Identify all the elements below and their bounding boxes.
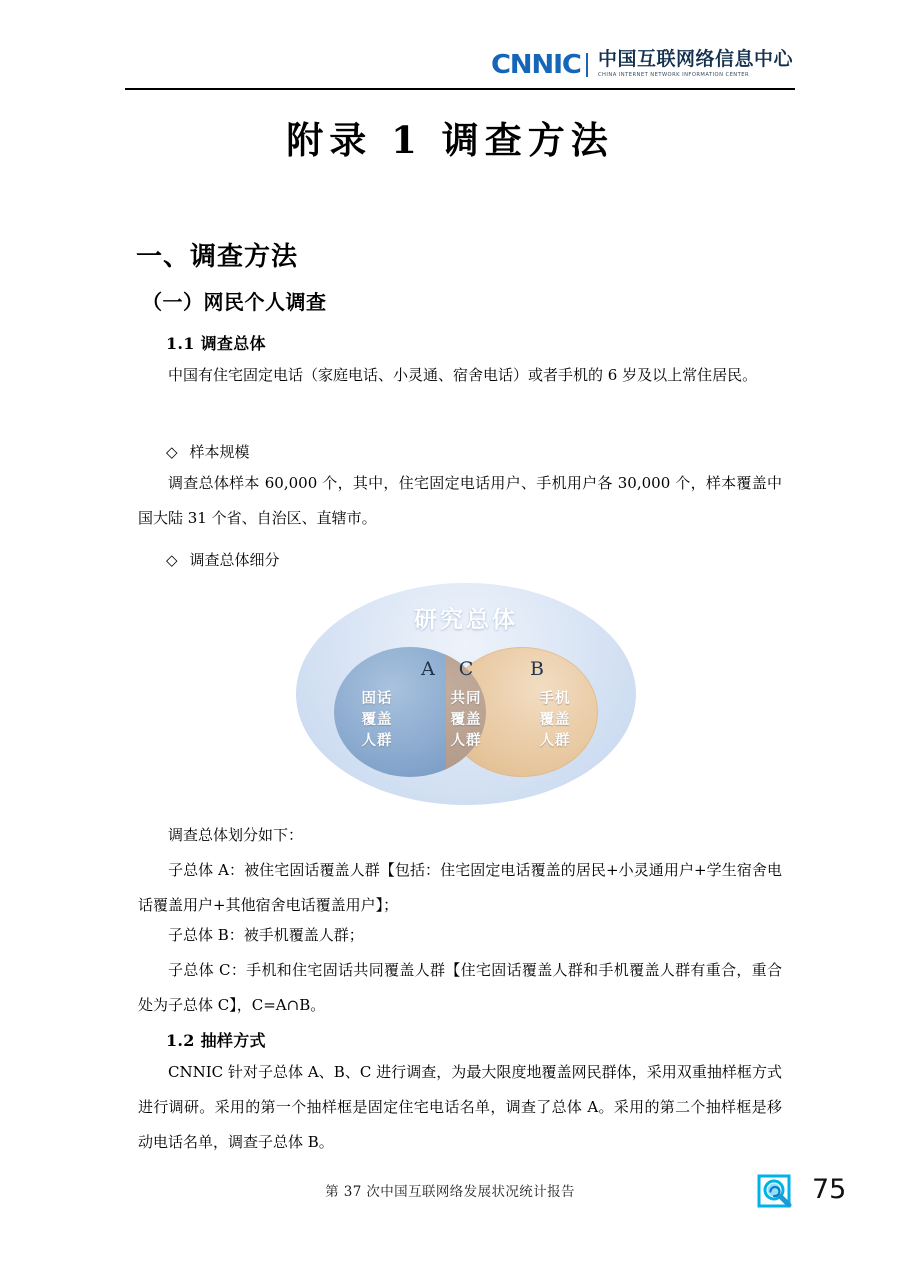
venn-label-c: 共同 覆盖 人群 [450, 690, 482, 749]
paragraph-sample: 调查总体样本 60,000 个，其中，住宅固定电话用户、手机用户各 30,000 个，样本覆盖中国大陆 31 个省、自治区、直辖市。 [138, 474, 782, 527]
venn-letter-c: C [458, 658, 474, 680]
logo-english-name: CHINA INTERNET NETWORK INFORMATION CENTER [597, 71, 750, 78]
page-title: 附录 1 调查方法 [286, 118, 614, 162]
cnnic-wordmark: CNNIC [490, 50, 581, 81]
magnifier-icon [757, 1174, 795, 1212]
bullet-sample-size [166, 438, 250, 466]
venn-diagram [296, 583, 636, 805]
heading-subsection-1: （一）网民个人调查 [142, 290, 327, 314]
bullet-population-split-label: 调查总体细分 [189, 551, 280, 569]
diamond-icon: ◇ [166, 443, 178, 461]
page-header [0, 0, 900, 96]
page-footer [0, 1174, 900, 1224]
paragraph-sub-a: 子总体 A：被住宅固话覆盖人群【包括：住宅固定电话覆盖的居民+小灵通用户+学生宿舍电话覆盖用户+其他宿舍电话覆盖用户】； [138, 861, 782, 914]
paragraph-method: CNNIC 针对子总体 A、B、C 进行调查，为最大限度地覆盖网民群体，采用双重抽样框方式进行调研。采用的第一个抽样框是固定住宅电话名单，调查了总体 A。采用的第二个抽样框是移动电话名单，调查子总体 B。 [138, 1063, 782, 1151]
heading-1-2: 1.2 抽样方式 [166, 1031, 266, 1050]
logo-text-block [598, 50, 793, 78]
bullet-population-split [166, 546, 280, 574]
page-number: 75 [812, 1174, 847, 1205]
cnnic-logo [490, 48, 793, 81]
heading-section-1: 一、调查方法 [136, 242, 299, 272]
paragraph-divide-intro: 调查总体划分如下： [168, 826, 304, 844]
bullet-sample-size-label: 样本规模 [189, 443, 250, 461]
paragraph-scope: 中国有住宅固定电话（家庭电话、小灵通、宿舍电话）或者手机的 6 岁及以上常住居民。 [168, 366, 758, 384]
logo-divider [586, 53, 588, 77]
diamond-icon: ◇ [166, 551, 178, 569]
logo-chinese-name: 中国互联网络信息中心 [597, 48, 793, 70]
header-rule [125, 88, 795, 90]
footer-report-name: 第 37 次中国互联网络发展状况统计报告 [325, 1184, 575, 1200]
heading-1-1: 1.1 调查总体 [166, 334, 266, 353]
paragraph-sub-c: 子总体 C：手机和住宅固话共同覆盖人群【住宅固话覆盖人群和手机覆盖人群有重合，重合处为子总体 C】，C=A∩B。 [138, 961, 782, 1014]
venn-letter-b: B [530, 658, 544, 680]
venn-label-b: 手机 覆盖 人群 [539, 690, 571, 749]
venn-letter-a: A [421, 658, 435, 680]
paragraph-sub-b: 子总体 B：被手机覆盖人群； [168, 926, 364, 944]
venn-title: 研究总体 [414, 606, 518, 633]
venn-label-a: 固话 覆盖 人群 [361, 690, 393, 749]
